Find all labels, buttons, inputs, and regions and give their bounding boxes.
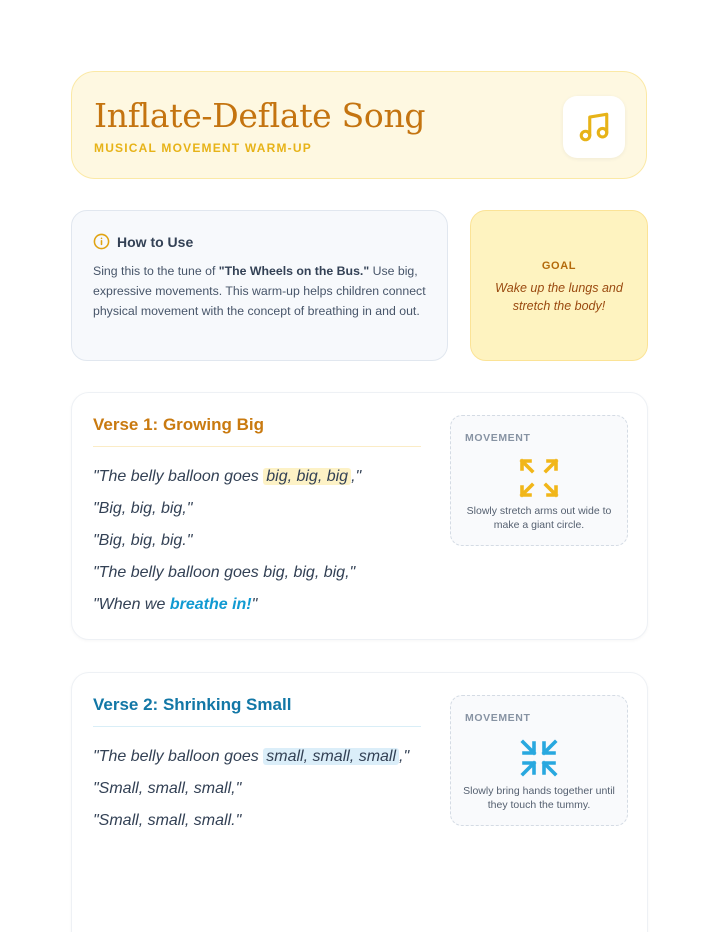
page-subtitle: MUSICAL MOVEMENT WARM-UP — [94, 141, 312, 155]
verse-card-2 — [71, 672, 648, 932]
lyric-line: "Big, big, big," — [93, 500, 193, 517]
lyric-text: ," — [399, 748, 410, 765]
lyric-line: "The belly balloon goes big, big, big," — [93, 564, 356, 581]
how-to-use-text — [93, 261, 433, 321]
divider — [93, 726, 421, 727]
lyrics — [93, 743, 409, 839]
lyric-text: " — [251, 596, 258, 613]
goal-text: Wake up the lungs and stretch the body! — [495, 281, 623, 313]
movement-label: MOVEMENT — [465, 432, 531, 444]
verse-title: Verse 2: Shrinking Small — [93, 695, 292, 714]
how-to-use-text-after: Use big, expressive movements. This warm-up helps children connect physical movement with the concept of breathing in and out. — [93, 264, 426, 318]
page-title: Inflate-Deflate Song — [94, 96, 426, 135]
lyric-text: "The belly balloon goes — [93, 468, 264, 485]
lyric-text: ," — [351, 468, 362, 485]
movement-label: MOVEMENT — [465, 712, 531, 724]
lyric-line: "Small, small, small." — [93, 812, 242, 829]
movement-box — [450, 695, 628, 826]
goal-card — [470, 210, 648, 361]
compress-arrows-icon — [519, 738, 559, 778]
lyric-text: "The belly balloon goes — [93, 748, 264, 765]
music-badge — [563, 96, 625, 158]
expand-arrows-icon — [519, 458, 559, 498]
info-icon — [93, 233, 110, 250]
lyric-highlight: small, small, small — [263, 748, 399, 765]
goal-label: GOAL — [541, 260, 577, 272]
music-note-icon — [577, 110, 611, 144]
lyric-text: "When we — [93, 596, 170, 613]
movement-text: Slowly bring hands together until they touch the tummy. — [463, 785, 615, 811]
divider — [93, 446, 421, 447]
movement-text: Slowly stretch arms out wide to make a giant circle. — [466, 505, 612, 531]
header-card — [71, 71, 647, 179]
breathe-in-emphasis: breathe in! — [169, 596, 252, 613]
lyric-line — [93, 463, 361, 495]
how-to-use-title: How to Use — [117, 233, 194, 250]
verse-card-1 — [71, 392, 648, 640]
lyric-highlight: big, big, big — [263, 468, 351, 485]
movement-box — [450, 415, 628, 546]
how-to-use-text-before: Sing this to the tune of — [93, 264, 219, 278]
tune-name: "The Wheels on the Bus." — [218, 264, 370, 278]
lyric-line — [93, 743, 409, 775]
verse-title: Verse 1: Growing Big — [93, 415, 264, 434]
how-to-use-header — [93, 233, 193, 250]
lyric-line: "Big, big, big." — [93, 532, 193, 549]
lyrics — [93, 463, 361, 623]
lyric-line — [93, 591, 361, 623]
how-to-use-card — [71, 210, 448, 361]
lyric-line: "Small, small, small," — [93, 780, 242, 797]
